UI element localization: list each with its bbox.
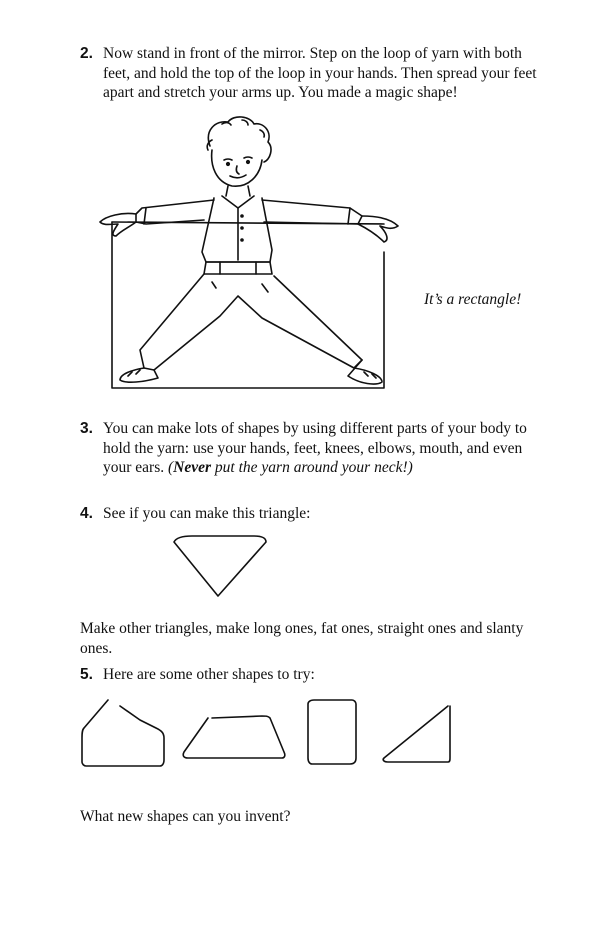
step-text: Here are some other shapes to try: bbox=[103, 666, 315, 683]
step-text: Now stand in front of the mirror. Step on the loop of yarn with both feet, and hold the top of the loop in your hands. Then spread your feet apart and stretch your arms up. You made a magic shape! bbox=[103, 45, 537, 101]
triangles-note: Make other triangles, make long ones, fat ones, straight ones and slanty ones. bbox=[80, 620, 524, 657]
yarn-pentagon-shape bbox=[80, 696, 166, 768]
step-5 bbox=[80, 665, 550, 685]
step-2 bbox=[80, 44, 550, 103]
yarn-triangle-shape bbox=[170, 532, 270, 600]
step-4 bbox=[80, 504, 550, 524]
step-text-main: You can make lots of shapes by using different parts of your body to hold the yarn: use your hands, feet, knees, elbows, mouth, and even your ears. bbox=[103, 420, 527, 476]
closing-question: What new shapes can you invent? bbox=[80, 808, 291, 825]
step-number: 4. bbox=[80, 505, 93, 522]
yarn-right-triangle-shape bbox=[378, 702, 454, 764]
yarn-tall-rectangle-shape bbox=[306, 698, 358, 766]
step-text bbox=[103, 419, 550, 478]
yarn-trapezoid-shape bbox=[178, 712, 290, 762]
caption-rectangle: It’s a rectangle! bbox=[424, 291, 522, 308]
safety-warning: (Never put the yarn around your neck!) bbox=[168, 459, 413, 476]
child-with-yarn-illustration bbox=[92, 112, 412, 392]
step-text: See if you can make this triangle: bbox=[103, 505, 311, 522]
step-number: 2. bbox=[80, 45, 93, 62]
step-3 bbox=[80, 419, 550, 478]
step-number: 5. bbox=[80, 666, 93, 683]
step-number: 3. bbox=[80, 420, 93, 437]
warning-emphasis: Never bbox=[173, 459, 212, 476]
